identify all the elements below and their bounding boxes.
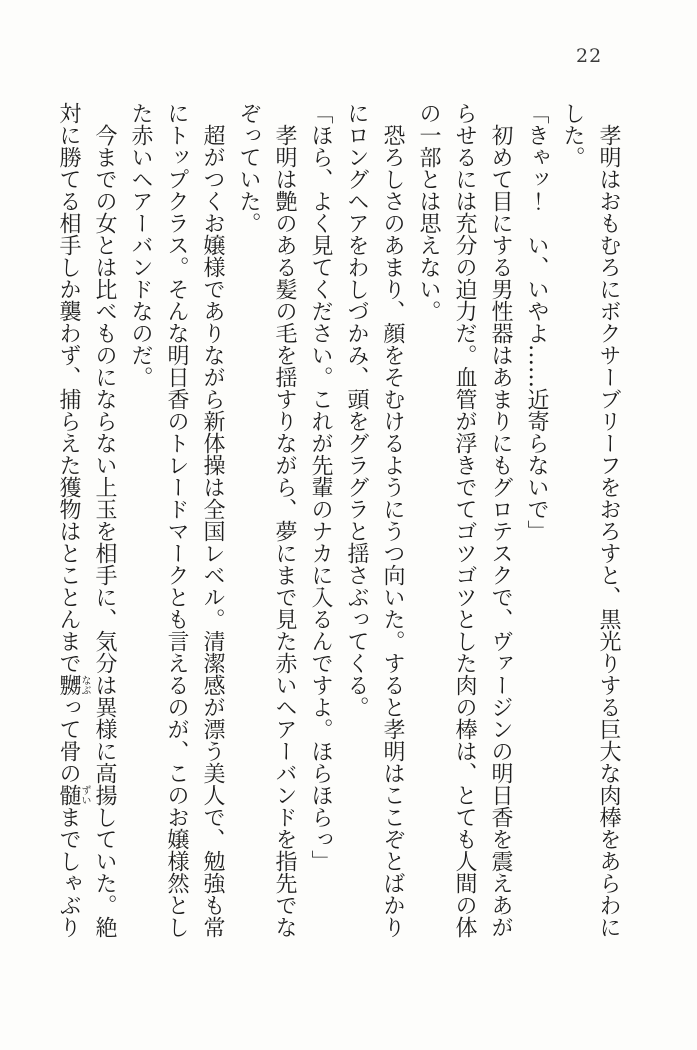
furigana: なぶ bbox=[79, 674, 90, 696]
paragraph: 今までの女とは比べものにならない上玉を相手に、気分は異様に高揚していた。絶対に勝てる相手しか襲わず、捕らえた獲物はとことんまで嬲なぶって骨の髄ずいまでしゃぶり bbox=[56, 102, 117, 938]
vertical-text-block bbox=[50, 102, 626, 938]
ruby-annotated-kanji: 髄ずい bbox=[56, 784, 90, 806]
paragraph: 「きゃッ！ い、いやよ……近寄らないで」 bbox=[524, 102, 549, 542]
paragraph: 孝明は艶のある髪の毛を揺すりながら、夢にまで見た赤いヘアーバンドを指先でなぞっていた。 bbox=[236, 102, 297, 938]
ruby-annotated-kanji: 嬲なぶ bbox=[56, 674, 90, 696]
paragraph: 孝明はおもむろにボクサーブリーフをおろすと、黒光りする巨大な肉棒をあらわにした。 bbox=[560, 102, 621, 938]
paragraph: 恐ろしさのあまり、顔をそむけるようにうつ向いた。すると孝明はここぞとばかりにロングヘアをわしづかみ、頭をグラグラと揺さぶってくる。 bbox=[344, 102, 405, 938]
page-number: 22 bbox=[576, 45, 603, 67]
furigana: ずい bbox=[79, 784, 90, 806]
paragraph: 「ほら、よく見てください。これが先輩のナカに入るんですよ。ほらほらっ」 bbox=[308, 102, 333, 872]
paragraph: 初めて目にする男性器はあまりにもグロテスクで、ヴァージンの明日香を震えあがらせるには充分の迫力だ。血管が浮きでてゴツゴツとした肉の棒は、とても人間の体の一部とは思えない。 bbox=[416, 102, 513, 938]
paragraph: 超がつくお嬢様でありながら新体操は全国レベル。清潔感が漂う美人で、勉強も常にトップクラス。そんな明日香のトレードマークとも言えるのが、このお嬢様然とした赤いヘアーバンドなのだ。 bbox=[128, 102, 225, 938]
